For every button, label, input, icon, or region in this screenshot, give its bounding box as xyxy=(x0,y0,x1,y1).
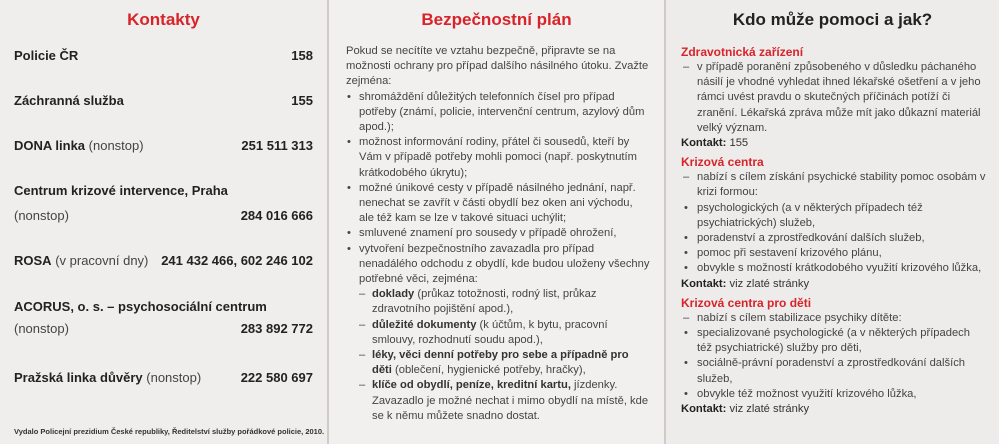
list-item: • sociálně-právní poradenství a zprostředkování dalších služeb, xyxy=(681,356,987,386)
list-item: • možné únikové cesty v případě násilného jednání, např. nenechat se zavřít v části obydlí bez oken ani východu, ale též kam se lze v takové situaci uchýlit; xyxy=(346,181,650,227)
sub-item-text: jízdenky. Zavazadlo je možné nechat i mimo obydlí na místě, kde se k němu můžete snadno dostat. xyxy=(372,379,649,422)
contact-number[interactable]: 155 xyxy=(291,93,313,108)
contact-row xyxy=(14,48,313,64)
contact-note: (v pracovní dny) xyxy=(55,253,149,268)
contact-row xyxy=(14,370,313,386)
section-list xyxy=(681,170,987,276)
contact-label: Kontakt: xyxy=(681,277,727,290)
security-plan-title: Bezpečnostní plán xyxy=(421,10,572,29)
section-heading: Krizová centra pro děti xyxy=(681,295,812,310)
contact-label: Kontakt: xyxy=(681,403,727,416)
list-item-text: vytvoření bezpečnostního zavazadla pro případ nenadálého odchodu z obydlí, kde budou uloženy všechny potřebné věci, zejména: xyxy=(359,242,650,286)
contacts-title: Kontakty xyxy=(127,10,200,29)
list-item: • psychologických (a v některých případech též psychiatrických) služeb, xyxy=(681,201,987,231)
sub-item-text: (průkaz totožnosti, rodný list, průkaz zdravotního pojištění apod.), xyxy=(372,288,597,316)
sub-item-text: (k účtům, k bytu, pracovní smlouvy, rozhodnutí soudu apod.), xyxy=(372,318,608,346)
section-contact xyxy=(681,136,987,151)
publisher-footer: Vydalo Policejní prezidium České republiky, Ředitelství služby pořádkové policie, 2010. xyxy=(14,427,325,436)
list-item: • poradenství a zprostředkování dalších služeb, xyxy=(681,231,987,246)
list-item: • obvykle též možnost využití krizového lůžka, xyxy=(681,387,987,402)
security-plan-panel xyxy=(329,0,664,444)
contact-name: Pražská linka důvěry xyxy=(14,370,143,385)
contact-row xyxy=(14,208,313,224)
list-item: – nabízí s cílem stabilizace psychiky dítěte: xyxy=(681,311,987,326)
section-contact xyxy=(681,402,987,417)
help-body xyxy=(681,44,987,417)
sub-item-bold: důležité dokumenty xyxy=(372,318,477,331)
list-item: • specializované psychologické (a v některých případech též psychiatrické) služby pro děti, xyxy=(681,326,987,356)
contact-number[interactable]: 158 xyxy=(291,48,313,63)
plan-list xyxy=(346,90,650,424)
contact-value: viz zlaté stránky xyxy=(726,277,810,290)
list-item: – nabízí s cílem získání psychické stability pomoc osobám v krizi formou: xyxy=(681,170,987,200)
sub-item xyxy=(359,378,650,424)
sub-item-bold: léky, věci denní potřeby pro sebe a případně pro děti xyxy=(372,349,629,377)
contact-label: Kontakt: xyxy=(681,137,727,150)
contacts-panel xyxy=(0,0,327,444)
contact-name: Centrum krizové intervence, Praha xyxy=(14,183,228,198)
contact-value: viz zlaté stránky xyxy=(726,403,810,416)
contact-row xyxy=(14,321,313,337)
list-item: • pomoc při sestavení krizového plánu, xyxy=(681,246,987,261)
list-item: • obvykle s možností krátkodobého využití krizového lůžka, xyxy=(681,261,987,276)
security-plan-body xyxy=(346,44,650,424)
contact-row xyxy=(14,299,313,315)
contact-name: ACORUS, o. s. – psychosociální centrum xyxy=(14,299,267,314)
contact-note: (nonstop) xyxy=(14,321,69,336)
section-contact xyxy=(681,277,987,292)
help-title: Kdo může pomoci a jak? xyxy=(732,10,933,29)
contact-name: ROSA xyxy=(14,253,52,268)
contact-number[interactable]: 284 016 666 xyxy=(240,208,313,223)
contact-name: Záchranná služba xyxy=(14,93,124,108)
list-item: • možnost informování rodiny, přátel či sousedů, kteří by Vám v případě potřeby mohli pomoci (např. poskytnutím krátkodobého úkrytu); xyxy=(346,135,650,181)
contact-number[interactable]: 283 892 772 xyxy=(240,321,313,336)
section-heading: Zdravotnická zařízení xyxy=(681,45,804,59)
contact-row xyxy=(14,138,313,154)
list-item: • smluvené znamení pro sousedy v případě ohrožení, xyxy=(346,226,650,241)
contact-number[interactable]: 251 511 313 xyxy=(241,138,313,153)
contact-row xyxy=(14,253,313,269)
section-heading: Krizová centra xyxy=(681,155,764,170)
section-list xyxy=(681,311,987,402)
contact-row xyxy=(14,183,313,199)
sub-item xyxy=(359,287,650,317)
contact-value: 155 xyxy=(726,137,749,150)
sub-item-bold: doklady xyxy=(372,288,415,301)
sub-item-bold: klíče od obydlí, peníze, kreditní kartu, xyxy=(372,379,571,392)
sub-item-text: (oblečení, hygienické potřeby, hračky), xyxy=(391,364,586,377)
contact-note: (nonstop) xyxy=(146,370,202,385)
section-list xyxy=(681,60,987,136)
contact-note: (nonstop) xyxy=(14,208,69,223)
contact-note: (nonstop) xyxy=(88,138,144,153)
contact-row xyxy=(14,93,313,109)
list-item: – v případě poranění způsobeného v důsledku páchaného násilí je vhodné vyhledat ihned lékařské ošetření a v jeho rámci uvést pravdu o skutečných příčinách potíží či zranění. Lékařská zpráva může mít jako důkazní materiál velký význam. xyxy=(681,60,987,136)
plan-intro: Pokud se necítíte ve vztahu bezpečně, připravte se na možnosti ochrany pro případ dalšího násilného útoku. Zvažte zejména: xyxy=(346,45,649,88)
help-panel xyxy=(666,0,999,444)
contact-number[interactable]: 222 580 697 xyxy=(240,370,313,385)
list-item: • shromáždění důležitých telefonních čísel pro případ potřeby (známí, policie, intervenční centrum, azylový dům apod.); xyxy=(346,90,650,136)
contact-number[interactable]: 241 432 466, 602 246 102 xyxy=(161,253,313,268)
contact-name: Policie ČR xyxy=(14,48,79,63)
sub-item xyxy=(359,318,650,348)
plan-sublist xyxy=(359,287,650,424)
sub-item xyxy=(359,348,650,378)
contact-name: DONA linka xyxy=(14,138,86,153)
list-item xyxy=(346,242,650,424)
